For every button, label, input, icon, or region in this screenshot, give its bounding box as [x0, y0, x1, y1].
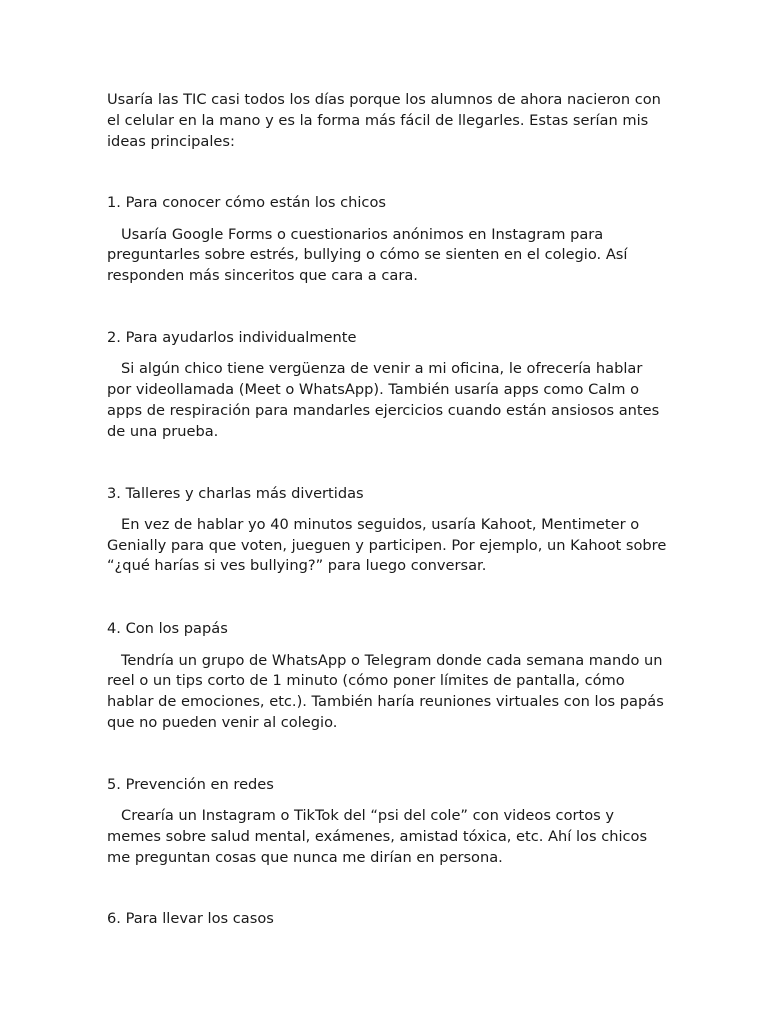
- section-6: [107, 909, 667, 930]
- section-heading: 5. Prevención en redes: [107, 775, 274, 793]
- section-body: Usaría Google Forms o cuestionarios anónimos en Instagram para preguntarles sobre estrés, bullying o cómo se sienten en el colegio. Así responden más sinceritos que cara a cara.: [107, 225, 628, 285]
- section-heading: 2. Para ayudarlos individualmente: [107, 329, 357, 347]
- document-page: [107, 90, 667, 930]
- section-heading: 1. Para conocer cómo están los chicos: [107, 194, 386, 212]
- section-1: [107, 193, 667, 287]
- section-body: Crearía un Instagram o TikTok del “psi del cole” con videos cortos y memes sobre salud mental, exámenes, amistad tóxica, etc. Ahí los chicos me preguntan cosas que nunca me dirían en persona.: [107, 807, 648, 866]
- section-heading: 6. Para llevar los casos: [107, 910, 274, 928]
- section-heading: 3. Talleres y charlas más divertidas: [107, 484, 364, 502]
- section-body: Si algún chico tiene vergüenza de venir a mi oficina, le ofrecería hablar por videollamada (Meet o WhatsApp). También usaría apps como Calm o apps de respiración para mandarles ejercicios cuando están ansiosos antes de una prueba.: [107, 360, 660, 440]
- section-body: En vez de hablar yo 40 minutos seguidos, usaría Kahoot, Mentimeter o Genially para que voten, jueguen y participen. Por ejemplo, un Kahoot sobre “¿qué harías si ves bullying?” para luego conversar.: [107, 515, 667, 575]
- section-2: [107, 328, 667, 442]
- section-3: [107, 484, 667, 578]
- section-body: Tendría un grupo de WhatsApp o Telegram donde cada semana mando un reel o un tips corto de 1 minuto (cómo poner límites de pantalla, cómo hablar de emociones, etc.). También haría reuniones virtuales con los papás que no pueden venir al colegio.: [107, 651, 664, 731]
- section-heading: 4. Con los papás: [107, 620, 228, 638]
- intro-paragraph: Usaría las TIC casi todos los días porque los alumnos de ahora nacieron con el celular en la mano y es la forma más fácil de llegarles. Estas serían mis ideas principales:: [107, 91, 661, 150]
- section-5: [107, 775, 667, 869]
- section-4: [107, 619, 667, 733]
